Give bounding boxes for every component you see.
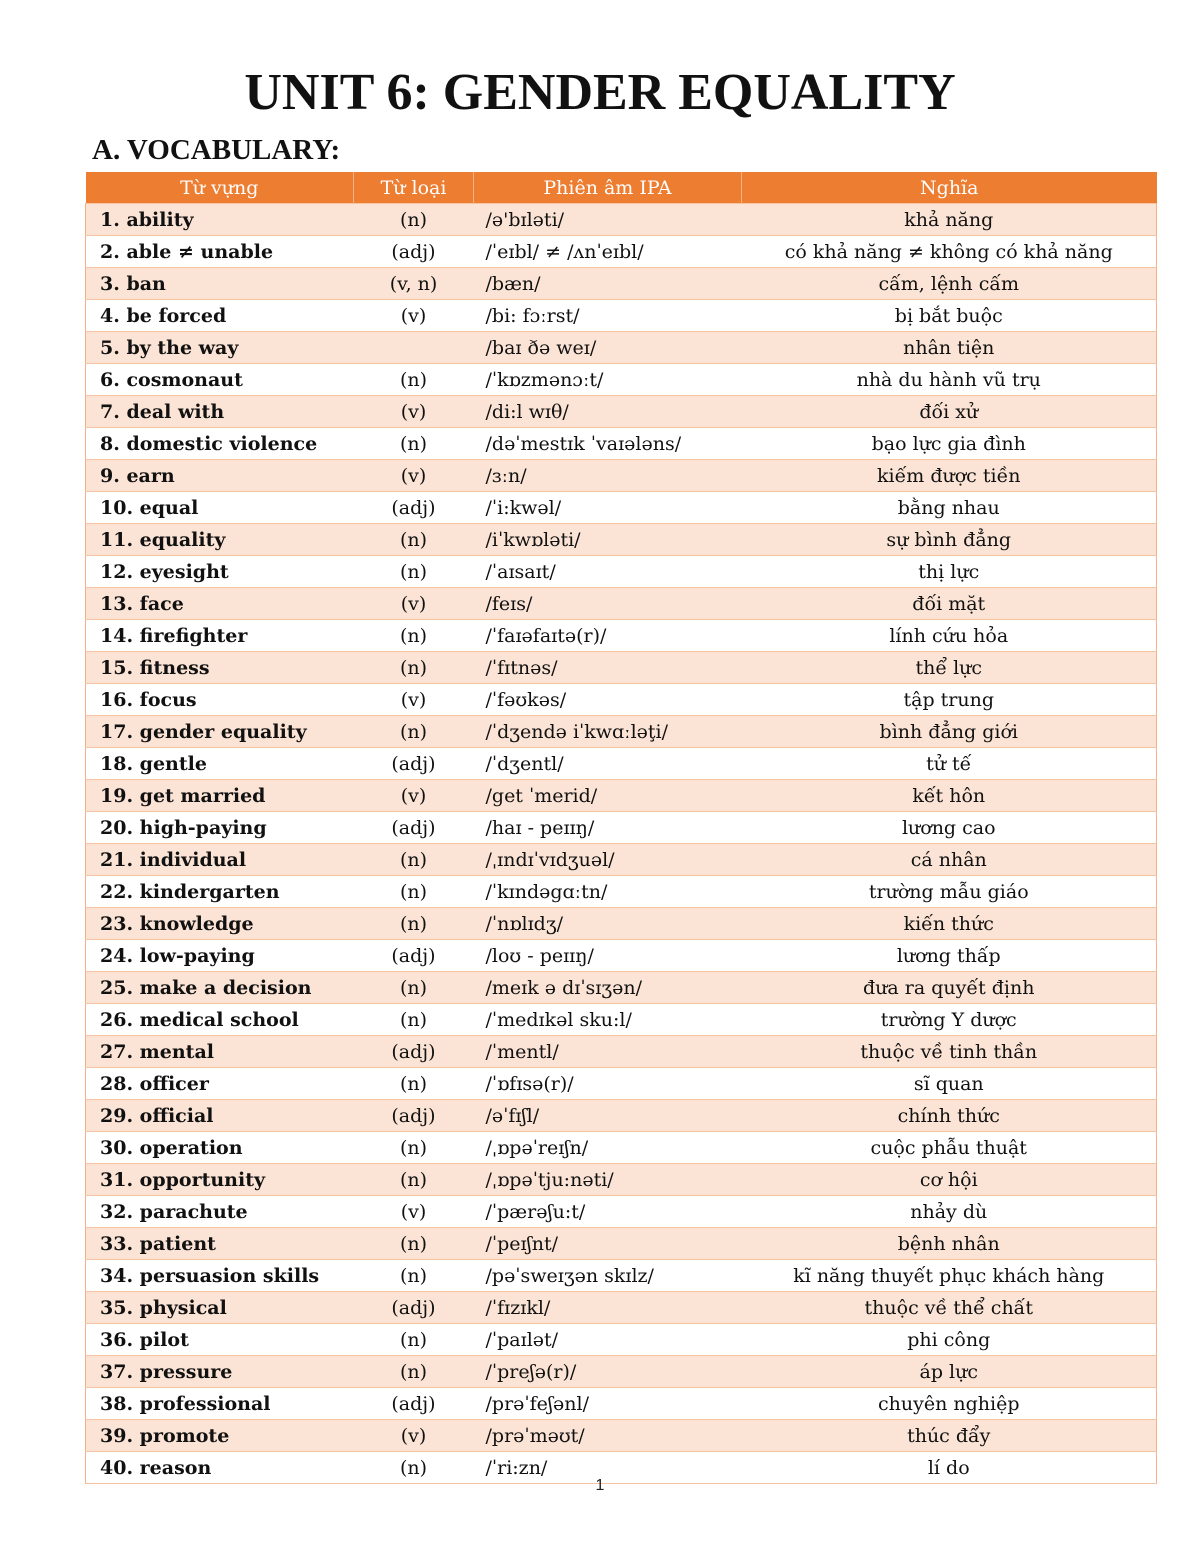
meaning-cell: thị lực — [742, 556, 1157, 588]
part-of-speech-cell — [354, 332, 474, 364]
ipa-cell: /ˈkɪndəgɑːtn/ — [474, 876, 742, 908]
word-cell: 14. firefighter — [86, 620, 354, 652]
table-row — [86, 556, 1157, 588]
meaning-cell: sự bình đẳng — [742, 524, 1157, 556]
table-row — [86, 1228, 1157, 1260]
word-cell: 17. gender equality — [86, 716, 354, 748]
table-row — [86, 748, 1157, 780]
meaning-cell: khả năng — [742, 204, 1157, 236]
part-of-speech-cell: (n) — [354, 620, 474, 652]
word-cell: 30. operation — [86, 1132, 354, 1164]
meaning-cell: thuộc về thể chất — [742, 1292, 1157, 1324]
part-of-speech-cell: (n) — [354, 204, 474, 236]
table-row — [86, 1260, 1157, 1292]
table-row — [86, 652, 1157, 684]
table-row — [86, 908, 1157, 940]
table-row — [86, 684, 1157, 716]
ipa-cell: /ˈaɪsaɪt/ — [474, 556, 742, 588]
ipa-cell: /feɪs/ — [474, 588, 742, 620]
word-cell: 1. ability — [86, 204, 354, 236]
header-ipa: Phiên âm IPA — [474, 172, 742, 204]
page-number: 1 — [595, 1477, 605, 1494]
word-cell: 6. cosmonaut — [86, 364, 354, 396]
part-of-speech-cell: (adj) — [354, 812, 474, 844]
table-row — [86, 236, 1157, 268]
part-of-speech-cell: (v) — [354, 780, 474, 812]
meaning-cell: đối mặt — [742, 588, 1157, 620]
word-cell: 27. mental — [86, 1036, 354, 1068]
ipa-cell: /prəˈməʊt/ — [474, 1420, 742, 1452]
part-of-speech-cell: (n) — [354, 1132, 474, 1164]
part-of-speech-cell: (n) — [354, 876, 474, 908]
word-cell: 20. high-paying — [86, 812, 354, 844]
meaning-cell: nhà du hành vũ trụ — [742, 364, 1157, 396]
word-cell: 34. persuasion skills — [86, 1260, 354, 1292]
ipa-cell: /ˈi:kwəl/ — [474, 492, 742, 524]
meaning-cell: cơ hội — [742, 1164, 1157, 1196]
word-cell: 40. reason — [86, 1452, 354, 1484]
part-of-speech-cell: (adj) — [354, 1388, 474, 1420]
table-header-row — [86, 172, 1157, 204]
word-cell: 2. able ≠ unable — [86, 236, 354, 268]
table-row — [86, 268, 1157, 300]
ipa-cell: /ə'bɪləti/ — [474, 204, 742, 236]
meaning-cell: trường Y dược — [742, 1004, 1157, 1036]
part-of-speech-cell: (n) — [354, 908, 474, 940]
word-cell: 36. pilot — [86, 1324, 354, 1356]
meaning-cell: bệnh nhân — [742, 1228, 1157, 1260]
table-row — [86, 972, 1157, 1004]
meaning-cell: sĩ quan — [742, 1068, 1157, 1100]
ipa-cell: /dəˈmestɪk ˈvaɪələns/ — [474, 428, 742, 460]
table-row — [86, 716, 1157, 748]
ipa-cell: /iˈkwɒləti/ — [474, 524, 742, 556]
meaning-cell: tử tế — [742, 748, 1157, 780]
table-row — [86, 1420, 1157, 1452]
word-cell: 15. fitness — [86, 652, 354, 684]
table-row — [86, 940, 1157, 972]
header-word: Từ vựng — [86, 172, 354, 204]
meaning-cell: kết hôn — [742, 780, 1157, 812]
table-row — [86, 1292, 1157, 1324]
part-of-speech-cell: (v) — [354, 460, 474, 492]
ipa-cell: /ˈfaɪəfaɪtə(r)/ — [474, 620, 742, 652]
part-of-speech-cell: (adj) — [354, 1100, 474, 1132]
ipa-cell: /ˈkɒzmənɔːt/ — [474, 364, 742, 396]
part-of-speech-cell: (n) — [354, 1228, 474, 1260]
word-cell: 35. physical — [86, 1292, 354, 1324]
part-of-speech-cell: (v, n) — [354, 268, 474, 300]
part-of-speech-cell: (n) — [354, 556, 474, 588]
meaning-cell: phi công — [742, 1324, 1157, 1356]
ipa-cell: /ˈfɪtnəs/ — [474, 652, 742, 684]
word-cell: 29. official — [86, 1100, 354, 1132]
table-row — [86, 1324, 1157, 1356]
part-of-speech-cell: (n) — [354, 524, 474, 556]
table-row — [86, 1036, 1157, 1068]
ipa-cell: /ˌɒpəˈtju:nəti/ — [474, 1164, 742, 1196]
table-row — [86, 524, 1157, 556]
ipa-cell: /ˈfɪzɪkl/ — [474, 1292, 742, 1324]
ipa-cell: /ˈpærəʃu:t/ — [474, 1196, 742, 1228]
ipa-cell: /ˈmedɪkəl sku:l/ — [474, 1004, 742, 1036]
page-title: UNIT 6: GENDER EQUALITY — [244, 64, 956, 121]
part-of-speech-cell: (v) — [354, 1420, 474, 1452]
meaning-cell: kiếm được tiền — [742, 460, 1157, 492]
part-of-speech-cell: (adj) — [354, 492, 474, 524]
part-of-speech-cell: (n) — [354, 1164, 474, 1196]
table-row — [86, 364, 1157, 396]
word-cell: 13. face — [86, 588, 354, 620]
ipa-cell: /bi: fɔːrst/ — [474, 300, 742, 332]
part-of-speech-cell: (n) — [354, 1004, 474, 1036]
table-row — [86, 876, 1157, 908]
part-of-speech-cell: (n) — [354, 972, 474, 1004]
ipa-cell: /ˈdʒentl/ — [474, 748, 742, 780]
meaning-cell: cấm, lệnh cấm — [742, 268, 1157, 300]
part-of-speech-cell: (adj) — [354, 940, 474, 972]
meaning-cell: bằng nhau — [742, 492, 1157, 524]
meaning-cell: lương cao — [742, 812, 1157, 844]
meaning-cell: bị bắt buộc — [742, 300, 1157, 332]
part-of-speech-cell: (v) — [354, 1196, 474, 1228]
meaning-cell: kiến thức — [742, 908, 1157, 940]
ipa-cell: /ˈpeɪʃnt/ — [474, 1228, 742, 1260]
table-body — [86, 204, 1157, 1484]
table-row — [86, 396, 1157, 428]
table-row — [86, 332, 1157, 364]
table-row — [86, 300, 1157, 332]
word-cell: 9. earn — [86, 460, 354, 492]
part-of-speech-cell: (adj) — [354, 1036, 474, 1068]
word-cell: 16. focus — [86, 684, 354, 716]
meaning-cell: lương thấp — [742, 940, 1157, 972]
word-cell: 19. get married — [86, 780, 354, 812]
word-cell: 5. by the way — [86, 332, 354, 364]
section-heading: A. VOCABULARY: — [92, 134, 341, 166]
meaning-cell: áp lực — [742, 1356, 1157, 1388]
part-of-speech-cell: (adj) — [354, 1292, 474, 1324]
word-cell: 21. individual — [86, 844, 354, 876]
ipa-cell: /loʊ - peɪɪŋ/ — [474, 940, 742, 972]
meaning-cell: cuộc phẫu thuật — [742, 1132, 1157, 1164]
ipa-cell: /əˈfɪʃl/ — [474, 1100, 742, 1132]
ipa-cell: /get ˈmerid/ — [474, 780, 742, 812]
part-of-speech-cell: (adj) — [354, 236, 474, 268]
ipa-cell: /ˈdʒendə iˈkwɑːləţi/ — [474, 716, 742, 748]
ipa-cell: /ˌɒpəˈreɪʃn/ — [474, 1132, 742, 1164]
meaning-cell: bạo lực gia đình — [742, 428, 1157, 460]
ipa-cell: /ˌɪndɪˈvɪdʒuəl/ — [474, 844, 742, 876]
part-of-speech-cell: (n) — [354, 1260, 474, 1292]
ipa-cell: /di:l wɪθ/ — [474, 396, 742, 428]
table-row — [86, 1004, 1157, 1036]
part-of-speech-cell: (v) — [354, 396, 474, 428]
ipa-cell: /ˈpreʃə(r)/ — [474, 1356, 742, 1388]
meaning-cell: thúc đẩy — [742, 1420, 1157, 1452]
ipa-cell: /bæn/ — [474, 268, 742, 300]
word-cell: 24. low-paying — [86, 940, 354, 972]
meaning-cell: kĩ năng thuyết phục khách hàng — [742, 1260, 1157, 1292]
ipa-cell: /ɜːn/ — [474, 460, 742, 492]
word-cell: 3. ban — [86, 268, 354, 300]
word-cell: 22. kindergarten — [86, 876, 354, 908]
table-row — [86, 1356, 1157, 1388]
word-cell: 12. eyesight — [86, 556, 354, 588]
meaning-cell: lính cứu hỏa — [742, 620, 1157, 652]
part-of-speech-cell: (n) — [354, 364, 474, 396]
meaning-cell: nhảy dù — [742, 1196, 1157, 1228]
word-cell: 28. officer — [86, 1068, 354, 1100]
table-row — [86, 1196, 1157, 1228]
word-cell: 25. make a decision — [86, 972, 354, 1004]
meaning-cell: chuyên nghiệp — [742, 1388, 1157, 1420]
table-row — [86, 620, 1157, 652]
meaning-cell: cá nhân — [742, 844, 1157, 876]
table-row — [86, 780, 1157, 812]
word-cell: 23. knowledge — [86, 908, 354, 940]
meaning-cell: lí do — [742, 1452, 1157, 1484]
part-of-speech-cell: (n) — [354, 844, 474, 876]
header-meaning: Nghĩa — [742, 172, 1157, 204]
word-cell: 10. equal — [86, 492, 354, 524]
part-of-speech-cell: (v) — [354, 588, 474, 620]
word-cell: 32. parachute — [86, 1196, 354, 1228]
ipa-cell: /ˈeɪbl/ ≠ /ʌnˈeɪbl/ — [474, 236, 742, 268]
table-row — [86, 204, 1157, 236]
meaning-cell: trường mẫu giáo — [742, 876, 1157, 908]
ipa-cell: /prəˈfeʃənl/ — [474, 1388, 742, 1420]
meaning-cell: có khả năng ≠ không có khả năng — [742, 236, 1157, 268]
word-cell: 7. deal with — [86, 396, 354, 428]
header-part-of-speech: Từ loại — [354, 172, 474, 204]
word-cell: 39. promote — [86, 1420, 354, 1452]
meaning-cell: nhân tiện — [742, 332, 1157, 364]
meaning-cell: đối xử — [742, 396, 1157, 428]
part-of-speech-cell: (n) — [354, 1324, 474, 1356]
part-of-speech-cell: (v) — [354, 300, 474, 332]
table-row — [86, 812, 1157, 844]
table-row — [86, 1132, 1157, 1164]
word-cell: 8. domestic violence — [86, 428, 354, 460]
meaning-cell: đưa ra quyết định — [742, 972, 1157, 1004]
table-row — [86, 1388, 1157, 1420]
ipa-cell: /meɪk ə dɪˈsɪʒən/ — [474, 972, 742, 1004]
table-row — [86, 588, 1157, 620]
word-cell: 11. equality — [86, 524, 354, 556]
word-cell: 37. pressure — [86, 1356, 354, 1388]
ipa-cell: /ˈmentl/ — [474, 1036, 742, 1068]
word-cell: 31. opportunity — [86, 1164, 354, 1196]
table-row — [86, 844, 1157, 876]
part-of-speech-cell: (n) — [354, 1068, 474, 1100]
meaning-cell: chính thức — [742, 1100, 1157, 1132]
table-row — [86, 1164, 1157, 1196]
table-row — [86, 1068, 1157, 1100]
word-cell: 38. professional — [86, 1388, 354, 1420]
part-of-speech-cell: (n) — [354, 428, 474, 460]
meaning-cell: tập trung — [742, 684, 1157, 716]
ipa-cell: /ˈri:zn/ — [474, 1452, 742, 1484]
part-of-speech-cell: (n) — [354, 716, 474, 748]
ipa-cell: /ˈnɒlɪdʒ/ — [474, 908, 742, 940]
meaning-cell: bình đẳng giới — [742, 716, 1157, 748]
word-cell: 18. gentle — [86, 748, 354, 780]
ipa-cell: /ˈɒfɪsə(r)/ — [474, 1068, 742, 1100]
ipa-cell: /pəˈsweɪʒən skɪlz/ — [474, 1260, 742, 1292]
word-cell: 4. be forced — [86, 300, 354, 332]
part-of-speech-cell: (v) — [354, 684, 474, 716]
table-row — [86, 460, 1157, 492]
word-cell: 26. medical school — [86, 1004, 354, 1036]
ipa-cell: /ˈfəʊkəs/ — [474, 684, 742, 716]
part-of-speech-cell: (n) — [354, 1356, 474, 1388]
part-of-speech-cell: (n) — [354, 652, 474, 684]
table-row — [86, 1100, 1157, 1132]
ipa-cell: /ˈpaɪlət/ — [474, 1324, 742, 1356]
vocabulary-table — [85, 172, 1157, 1484]
word-cell: 33. patient — [86, 1228, 354, 1260]
table-row — [86, 492, 1157, 524]
meaning-cell: thể lực — [742, 652, 1157, 684]
ipa-cell: /haɪ - peɪɪŋ/ — [474, 812, 742, 844]
part-of-speech-cell: (n) — [354, 1452, 474, 1484]
part-of-speech-cell: (adj) — [354, 748, 474, 780]
table-row — [86, 428, 1157, 460]
meaning-cell: thuộc về tinh thần — [742, 1036, 1157, 1068]
ipa-cell: /baɪ ðə weɪ/ — [474, 332, 742, 364]
